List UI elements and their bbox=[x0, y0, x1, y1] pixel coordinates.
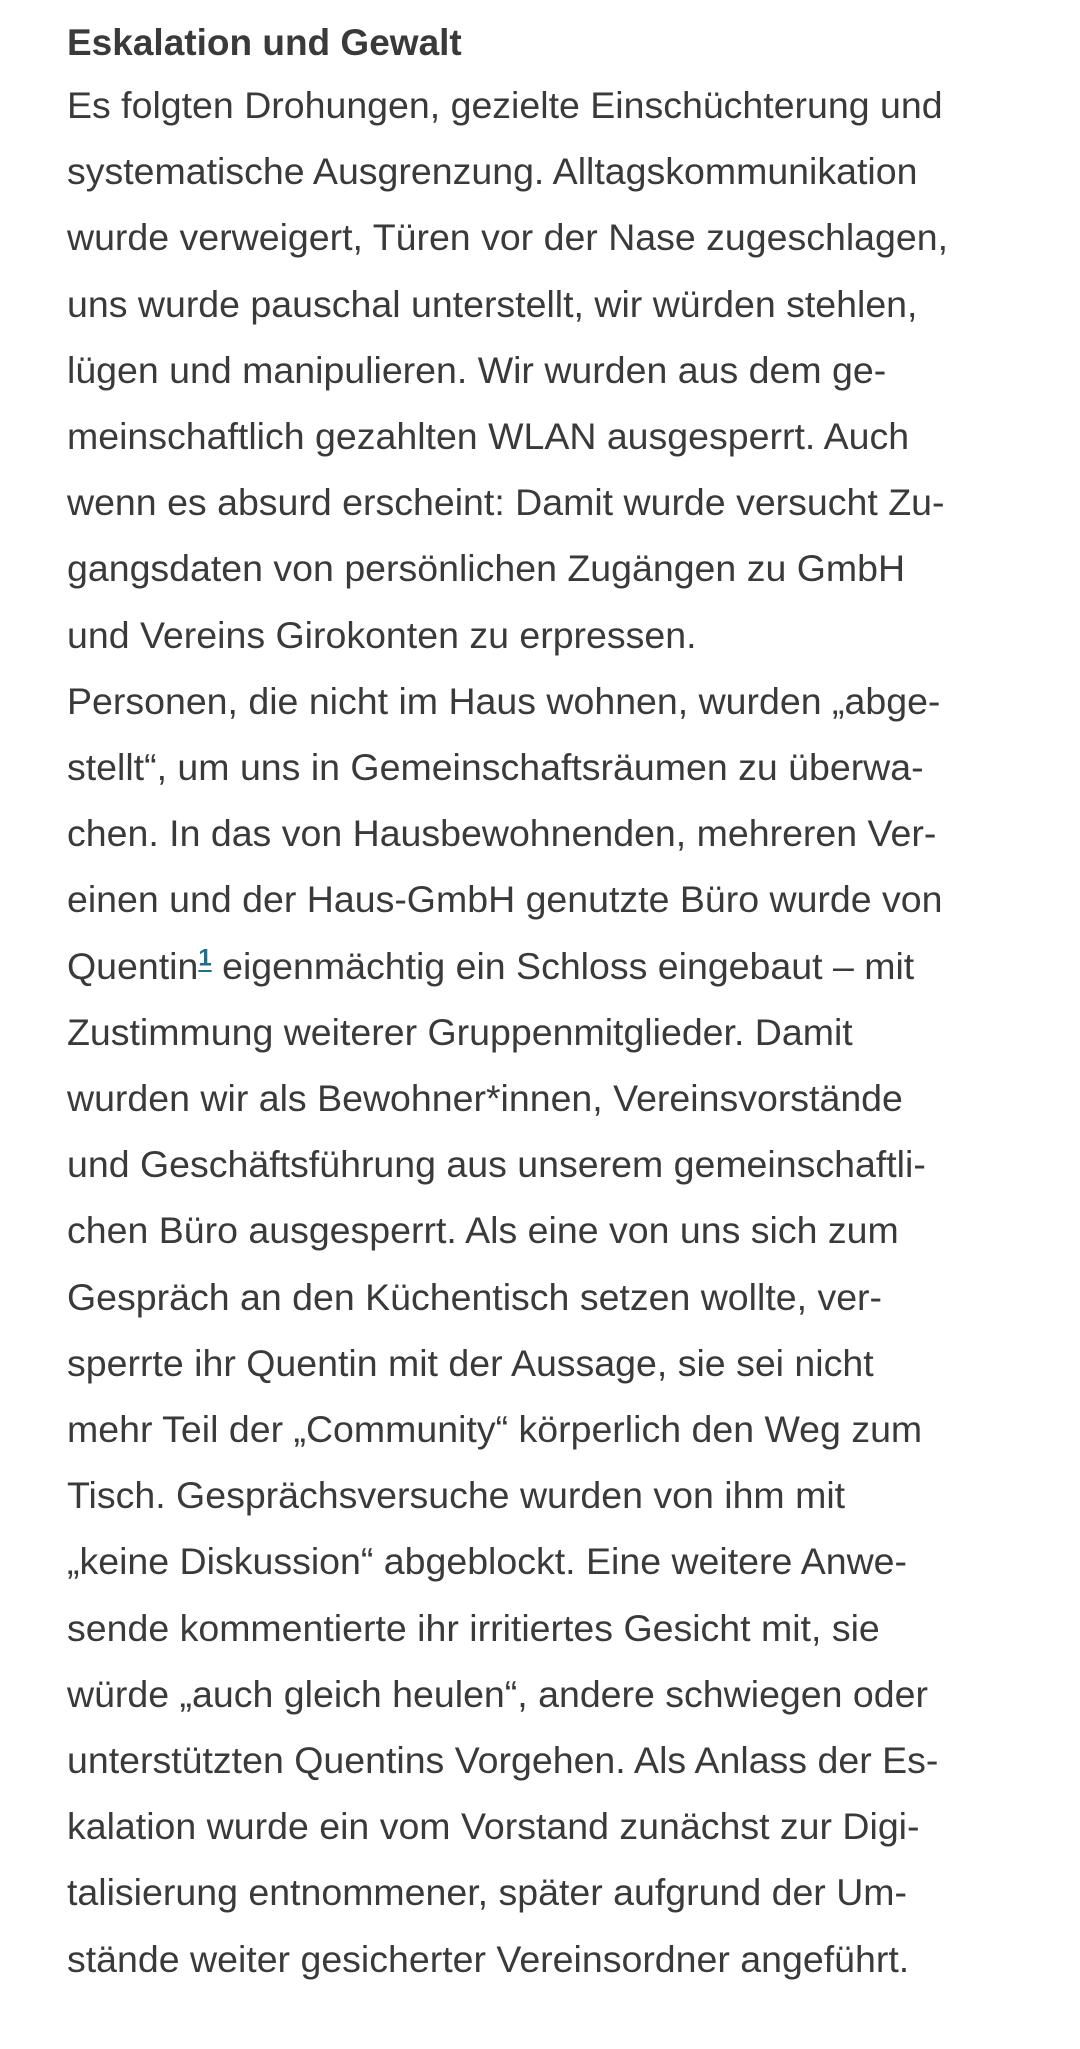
text-line: kalation wurde ein vom Vorstand zunächst zur Digi- bbox=[67, 1805, 920, 1848]
text-line: Tisch. Gesprächsversuche wurden von ihm mit bbox=[67, 1474, 846, 1517]
text-line: Es folgten Drohungen, gezielte Einschüchterung und bbox=[67, 84, 943, 126]
text-line: „keine Diskussion“ abgeblockt. Eine weitere Anwe- bbox=[67, 1540, 907, 1583]
text-line: stände weiter gesicherter Vereinsordner angeführt. bbox=[67, 1937, 910, 1980]
text-line: Zustimmung weiterer Gruppenmitglieder. Damit bbox=[67, 1010, 853, 1053]
section-heading: Eskalation und Gewalt bbox=[67, 22, 462, 63]
text-line: sende kommentierte ihr irritiertes Gesicht mit, sie bbox=[67, 1606, 880, 1649]
text-line: lügen und manipulieren. Wir wurden aus dem ge- bbox=[67, 348, 887, 391]
text-line: systematische Ausgrenzung. Alltagskommunikation bbox=[67, 150, 918, 193]
text-line: chen Büro ausgesperrt. Als eine von uns sich zum bbox=[67, 1209, 899, 1252]
text-line: mehr Teil der „Community“ körperlich den Weg zum bbox=[67, 1408, 923, 1451]
text-line: und Vereins Girokonten zu erpressen. bbox=[67, 613, 697, 656]
text-line: chen. In das von Hausbewohnenden, mehreren Ver- bbox=[67, 812, 937, 855]
text-line: stellt“, um uns in Gemeinschaftsräumen zu überwa- bbox=[67, 746, 924, 789]
text-line: sperrte ihr Quentin mit der Aussage, sie sei nicht bbox=[67, 1341, 874, 1384]
footnote-line-start: Quentin bbox=[67, 944, 199, 987]
text-line: würde „auch gleich heulen“, andere schwiegen oder bbox=[67, 1672, 928, 1715]
text-line: und Geschäftsführung aus unserem gemeinschaftli- bbox=[67, 1143, 926, 1186]
text-line: Gespräch an den Küchentisch setzen wollte, ver- bbox=[67, 1275, 883, 1318]
text-line: talisierung entnommener, später aufgrund der Um- bbox=[67, 1871, 908, 1914]
text-line: einen und der Haus-GmbH genutzte Büro wurde von bbox=[67, 878, 943, 921]
text-line: uns wurde pauschal unterstellt, wir würden stehlen, bbox=[67, 282, 918, 325]
paragraph-2 bbox=[67, 668, 1057, 1992]
text-line: gangsdaten von persönlichen Zugängen zu GmbH bbox=[67, 547, 906, 590]
paragraph-1 bbox=[67, 72, 1057, 668]
text-line: meinschaftlich gezahlten WLAN ausgesperrt. Auch bbox=[67, 415, 910, 458]
footnote-link[interactable]: 1 bbox=[198, 944, 212, 972]
text-line: Personen, die nicht im Haus wohnen, wurden „abge- bbox=[67, 679, 941, 722]
text-line: wurde verweigert, Türen vor der Nase zugeschlagen, bbox=[67, 216, 949, 259]
text-line: wurden wir als Bewohner*innen, Vereinsvorstände bbox=[67, 1077, 903, 1120]
footnote-text-line bbox=[67, 933, 1057, 999]
text-line: wenn es absurd erscheint: Damit wurde versucht Zu- bbox=[67, 481, 945, 524]
article-section bbox=[67, 18, 1057, 1992]
footnote-line-end: eigenmächtig ein Schloss eingebaut – mit bbox=[211, 944, 915, 987]
text-line: unterstützten Quentins Vorgehen. Als Anlass der Es- bbox=[67, 1739, 939, 1782]
